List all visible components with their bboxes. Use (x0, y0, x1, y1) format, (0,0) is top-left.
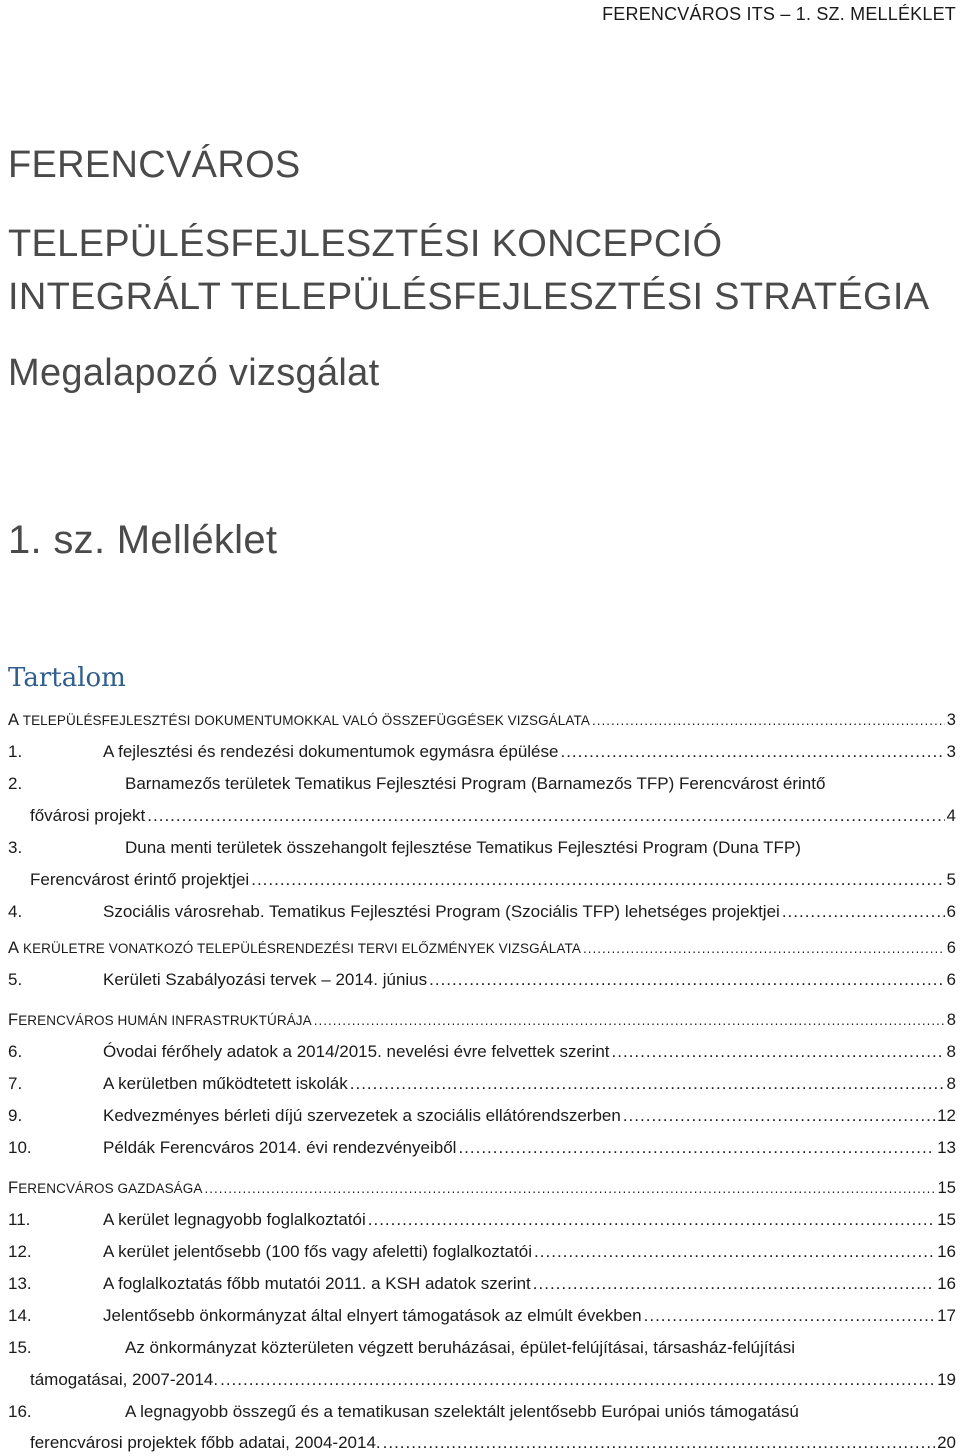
toc-entry-number: 7. (8, 1074, 23, 1093)
toc-page-number: 8 (946, 1011, 956, 1029)
toc-leader-dots (147, 805, 944, 827)
toc-entry[interactable] (8, 969, 956, 991)
toc-page-number: 12 (937, 1106, 956, 1125)
toc-page-number: 16 (937, 1274, 956, 1293)
toc-page-number: 20 (937, 1433, 956, 1452)
title-line-1: FERENCVÁROS (8, 144, 301, 186)
toc-heading: Tartalom (8, 663, 126, 693)
toc-leader-dots (458, 1137, 935, 1159)
toc-entry-text: Ferencvárost érintő projektjei (30, 870, 250, 889)
toc-entry-first-line[interactable] (8, 837, 956, 859)
toc-entry-number: 11. (8, 1210, 31, 1229)
toc-leader-dots (623, 1105, 935, 1127)
toc-entry-text: ERENCVÁROS HUMÁN INFRASTRUKTÚRÁJA (18, 1013, 312, 1028)
toc-leader-dots (560, 741, 944, 763)
toc-entry[interactable] (30, 805, 956, 827)
toc-section-entry[interactable] (8, 937, 956, 960)
toc-entry-number: 5. (8, 970, 23, 989)
toc-leader-dots (383, 1432, 935, 1454)
running-header: FERENCVÁROS ITS – 1. SZ. MELLÉKLET (602, 4, 956, 24)
toc-entry-text: Példák Ferencváros 2014. évi rendezvényeiből (103, 1138, 457, 1157)
toc-page-number: 6 (946, 939, 956, 957)
toc-entry-text: TELEPÜLÉSFEJLESZTÉSI DOKUMENTUMOKKAL VALÓ ÖSSZEFÜGGÉSEK VIZSGÁLATA (19, 713, 590, 728)
toc-page-number: 4 (946, 806, 956, 825)
toc-entry-first-line[interactable] (8, 1401, 956, 1423)
toc-page-number: 3 (946, 742, 956, 761)
toc-entry[interactable] (8, 741, 956, 763)
title-line-3: INTEGRÁLT TELEPÜLÉSFEJLESZTÉSI STRATÉGIA (8, 276, 930, 318)
toc-entry-number: 6. (8, 1042, 23, 1061)
toc-leader-dots (644, 1305, 935, 1327)
toc-leader-dots (782, 901, 945, 923)
toc-entry-first-line[interactable] (8, 773, 956, 795)
toc-entry[interactable] (8, 1241, 956, 1263)
toc-entry-number: 12. (8, 1242, 32, 1261)
toc-entry-text: Az önkormányzat közterületen végzett beruházásai, épület-felújításai, társasház-felújítási (125, 1338, 795, 1357)
toc-entry-text: Kedvezményes bérleti díjú szervezetek a szociális ellátórendszerben (103, 1106, 621, 1125)
toc-entry[interactable] (8, 1305, 956, 1327)
toc-leader-dots (533, 1273, 935, 1295)
annex-title: 1. sz. Melléklet (8, 518, 278, 562)
toc-page-number: 5 (946, 870, 956, 889)
toc-entry-initial: F (8, 1011, 19, 1029)
toc-leader-dots (592, 710, 945, 732)
toc-entry[interactable] (8, 901, 956, 923)
toc-entry-text: Kerületi Szabályozási tervek – 2014. június (103, 970, 428, 989)
toc-entry-text: Jelentősebb önkormányzat által elnyert támogatások az elmúlt években (103, 1306, 642, 1325)
toc-entry-number: 15. (8, 1338, 32, 1357)
toc-entry[interactable] (30, 869, 956, 891)
toc-page-number: 6 (946, 902, 956, 921)
toc-entry-text: A kerület legnagyobb foglalkoztatói (103, 1210, 366, 1229)
toc-entry-number: 13. (8, 1274, 32, 1293)
toc-entry-number: 4. (8, 902, 23, 921)
toc-section-entry[interactable] (8, 709, 956, 732)
toc-entry[interactable] (30, 1432, 956, 1454)
toc-entry-number: 10. (8, 1138, 32, 1157)
toc-entry-text: ferencvárosi projektek főbb adatai, 2004-2014. (30, 1433, 381, 1452)
toc-leader-dots (583, 938, 945, 960)
toc-entry-text: A fejlesztési és rendezési dokumentumok egymásra épülése (103, 742, 559, 761)
toc-leader-dots (612, 1041, 945, 1063)
toc-leader-dots (534, 1241, 935, 1263)
toc-entry[interactable] (8, 1073, 956, 1095)
toc-entry-number: 3. (8, 838, 23, 857)
toc-entry-number: 14. (8, 1306, 32, 1325)
toc-page-number: 17 (937, 1306, 956, 1325)
toc-leader-dots (204, 1178, 935, 1200)
toc-page-number: 6 (946, 970, 956, 989)
toc-entry-first-line[interactable] (8, 1337, 956, 1359)
toc-entry-text: KERÜLETRE VONATKOZÓ TELEPÜLÉSRENDEZÉSI TERVI ELŐZMÉNYEK VIZSGÁLATA (19, 941, 581, 956)
toc-page-number: 16 (937, 1242, 956, 1261)
toc-entry-text: Duna menti területek összehangolt fejlesztése Tematikus Fejlesztési Program (Duna TFP) (125, 838, 801, 857)
toc-entry-text: támogatásai, 2007-2014. (30, 1370, 219, 1389)
toc-entry-initial: A (8, 939, 20, 957)
toc-entry-text: A foglalkoztatás főbb mutatói 2011. a KSH adatok szerint (103, 1274, 531, 1293)
toc-page-number: 3 (946, 711, 956, 729)
toc-entry-text: A kerület jelentősebb (100 fős vagy afeletti) foglalkoztatói (103, 1242, 533, 1261)
toc-entry-initial: F (8, 1179, 19, 1197)
toc-section-entry[interactable] (8, 1177, 956, 1200)
toc-entry-text: ERENCVÁROS GAZDASÁGA (18, 1181, 203, 1196)
toc-entry-number: 9. (8, 1106, 23, 1125)
toc-entry[interactable] (8, 1105, 956, 1127)
toc-entry-number: 2. (8, 774, 23, 793)
toc-leader-dots (251, 869, 944, 891)
toc-leader-dots (314, 1010, 945, 1032)
toc-page-number: 8 (946, 1074, 956, 1093)
toc-entry[interactable] (8, 1273, 956, 1295)
toc-leader-dots (368, 1209, 935, 1231)
toc-leader-dots (429, 969, 944, 991)
toc-entry-text: fővárosi projekt (30, 806, 146, 825)
toc-entry[interactable] (30, 1369, 956, 1391)
toc-section-entry[interactable] (8, 1009, 956, 1032)
toc-page-number: 13 (937, 1138, 956, 1157)
toc-entry[interactable] (8, 1137, 956, 1159)
toc-entry[interactable] (8, 1041, 956, 1063)
toc-entry-initial: A (8, 711, 20, 729)
toc-entry[interactable] (8, 1209, 956, 1231)
toc-page-number: 15 (937, 1179, 956, 1197)
toc-entry-text: A kerületben működtetett iskolák (103, 1074, 348, 1093)
toc-entry-number: 16. (8, 1402, 32, 1421)
toc-page-number: 19 (937, 1370, 956, 1389)
toc-entry-text: Barnamezős területek Tematikus Fejlesztési Program (Barnamezős TFP) Ferencvárost érintő (125, 774, 826, 793)
toc-entry-text: Óvodai férőhely adatok a 2014/2015. nevelési évre felvettek szerint (103, 1042, 610, 1061)
toc-leader-dots (350, 1073, 945, 1095)
toc-entry-text: Szociális városrehab. Tematikus Fejlesztési Program (Szociális TFP) lehetséges projektjei (103, 902, 780, 921)
toc-leader-dots (220, 1369, 935, 1391)
subtitle: Megalapozó vizsgálat (8, 352, 380, 394)
toc-entry-number: 1. (8, 742, 23, 761)
toc-entry-text: A legnagyobb összegű és a tematikusan szelektált jelentősebb Európai uniós támogatású (125, 1402, 799, 1421)
toc-page-number: 8 (946, 1042, 956, 1061)
toc-page-number: 15 (937, 1210, 956, 1229)
title-line-2: TELEPÜLÉSFEJLESZTÉSI KONCEPCIÓ (8, 223, 723, 265)
